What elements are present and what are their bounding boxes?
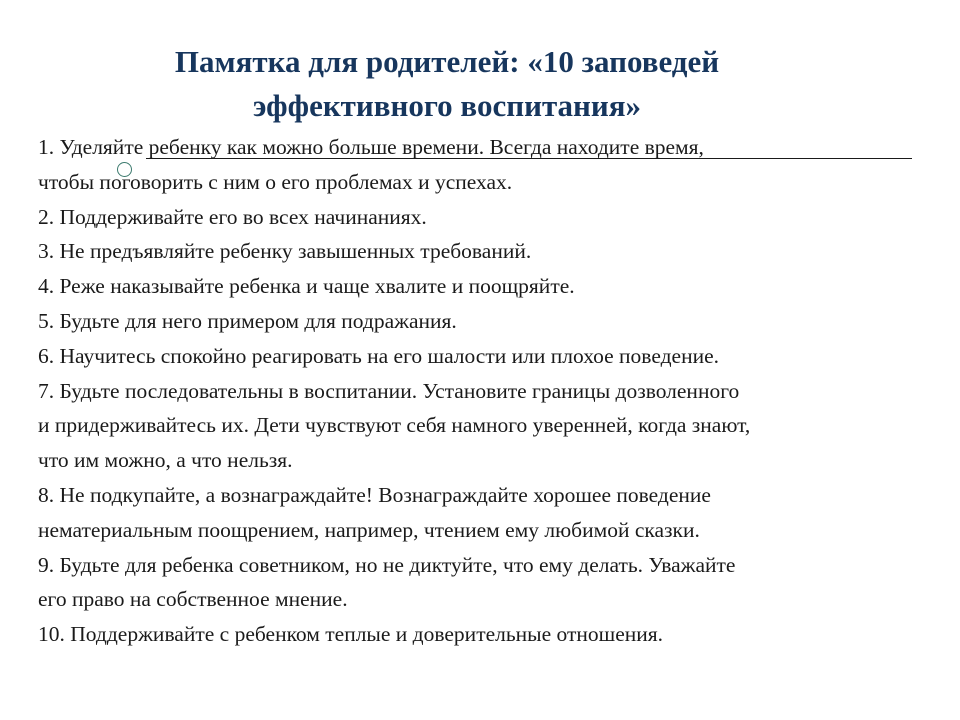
text-line: чтобы поговорить с ним о его проблемах и успехах. — [38, 169, 513, 194]
text-line: 7. Будьте последовательны в воспитании. Установите границы дозволенного — [38, 378, 740, 403]
text-line: что им можно, а что нельзя. — [38, 448, 293, 473]
rules-list — [38, 130, 938, 652]
text-line: 3. Не предъявляйте ребенку завышенных требований. — [38, 239, 532, 264]
title-line-1: Памятка для родителей: «10 заповедей — [174, 44, 720, 79]
text-line: 6. Научитесь спокойно реагировать на его шалости или плохое поведение. — [38, 343, 720, 368]
text-line: и придерживайтесь их. Дети чувствуют себя намного уверенней, когда знают, — [38, 413, 751, 438]
text-line: 4. Реже наказывайте ребенка и чаще хвалите и поощряйте. — [38, 274, 575, 299]
text-line: 8. Не подкупайте, а вознаграждайте! Вознаграждайте хорошее поведение — [38, 482, 711, 507]
text-line: 5. Будьте для него примером для подражания. — [38, 308, 457, 333]
text-line: 10. Поддерживайте с ребенком теплые и доверительные отношения. — [38, 622, 664, 647]
text-line: его право на собственное мнение. — [38, 587, 348, 612]
title-line-2: эффективного воспитания» — [252, 88, 642, 123]
text-line: 2. Поддерживайте его во всех начинаниях. — [38, 204, 427, 229]
text-line: 9. Будьте для ребенка советником, но не диктуйте, что ему делать. Уважайте — [38, 552, 736, 577]
text-line: 1. Уделяйте ребенку как можно больше времени. Всегда находите время, — [38, 135, 704, 159]
text-line: нематериальным поощрением, например, чтением ему любимой сказки. — [38, 517, 700, 542]
page-title — [0, 40, 894, 128]
